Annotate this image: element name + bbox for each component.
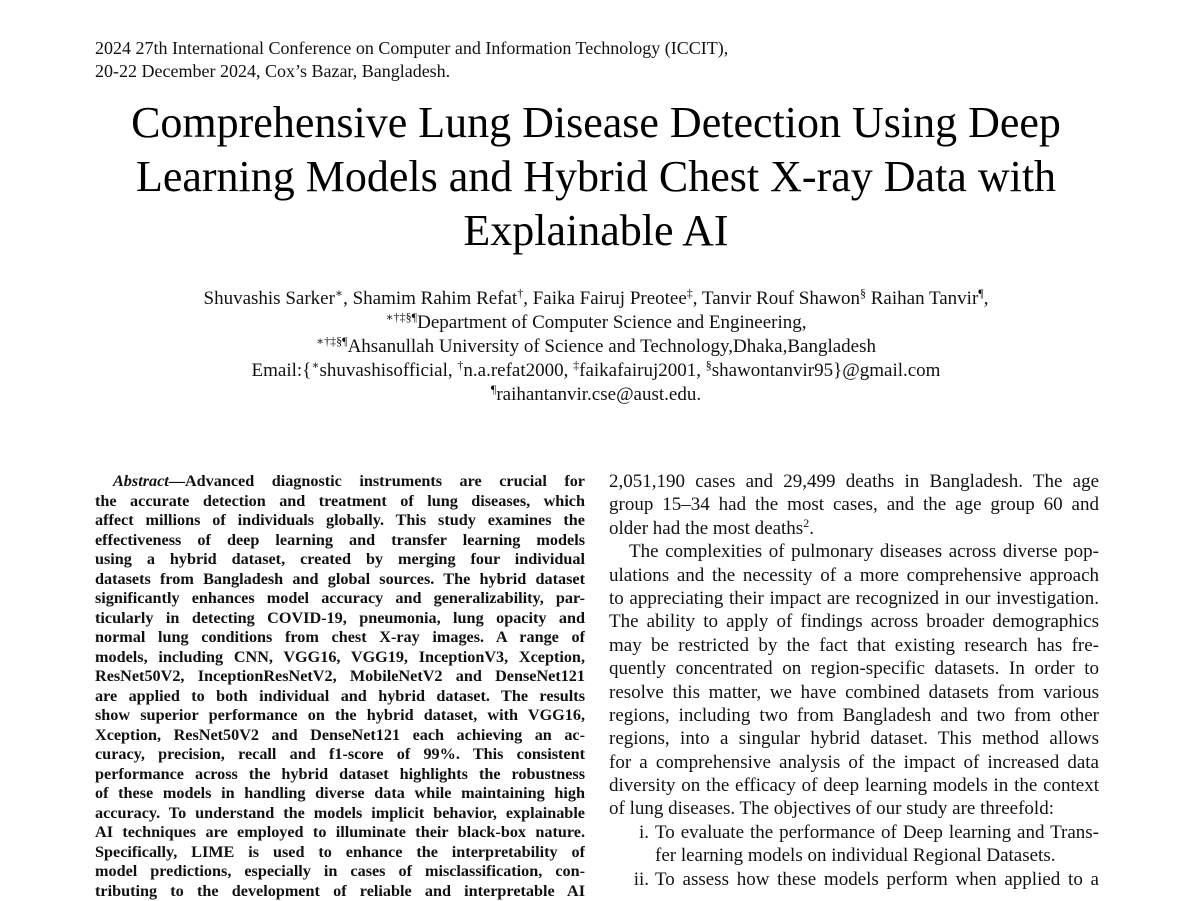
paragraph-line	[609, 517, 1099, 540]
affiliation-university	[60, 335, 1132, 359]
abstract	[95, 472, 585, 901]
objective-text	[655, 868, 1099, 891]
email-4: shawontanvir95}@gmail.com	[712, 360, 941, 381]
paragraph-line: The ability to apply of findings across broader demographics	[609, 610, 1099, 633]
email-5-mark: ¶	[491, 382, 496, 396]
abstract-line: AI techniques are employed to illuminate their black-box nature.	[95, 823, 585, 843]
objective-number: i.	[609, 821, 655, 868]
email-line	[60, 359, 1132, 383]
email-3: faikafairuj2001,	[579, 360, 706, 381]
paragraph-line: to appreciating their impact are recognized in our investigation.	[609, 587, 1099, 610]
abstract-line: model predictions, especially in cases of misclassification, con-	[95, 862, 585, 882]
abstract-line: performance across the hybrid dataset highlights the robustness	[95, 765, 585, 785]
title-line-1: Comprehensive Lung Disease Detection Using Deep	[80, 96, 1112, 150]
author-4: , Tanvir Rouf Shawon	[693, 288, 860, 309]
email-2: n.a.refat2000,	[463, 360, 573, 381]
affiliation-2-text: Ahsanullah University of Science and Technology,Dhaka,Bangladesh	[348, 336, 876, 357]
objective-line: fer learning models on individual Regional Datasets.	[655, 844, 1099, 867]
author-3-mark: ‡	[687, 286, 693, 300]
paragraph-line: regions, including two from Bangladesh and two from other	[609, 704, 1099, 727]
abstract-line: datasets from Bangladesh and global sources. The hybrid dataset	[95, 570, 585, 590]
abstract-line: affect millions of individuals globally. This study examines the	[95, 511, 585, 531]
author-1: Shuvashis Sarker	[204, 288, 335, 309]
abstract-line: the accurate detection and treatment of lung diseases, which	[95, 492, 585, 512]
email-5: raihantanvir.cse@aust.edu.	[496, 384, 701, 405]
objective-item	[609, 821, 1099, 868]
email-prefix: Email:{	[252, 360, 312, 381]
abstract-heading: Abstract	[113, 472, 169, 490]
paragraph-line: 2,051,190 cases and 29,499 deaths in Bangladesh. The age	[609, 470, 1099, 493]
paragraph-line: The complexities of pulmonary diseases across diverse pop-	[609, 540, 1099, 563]
paragraph-line: for a comprehensive analysis of the impact of increased data	[609, 751, 1099, 774]
abstract-line: ResNet50V2, InceptionResNetV2, MobileNetV2 and DenseNet121	[95, 667, 585, 687]
conference-line-2: 20-22 December 2024, Cox’s Bazar, Bangladesh.	[95, 60, 728, 83]
body-text	[609, 470, 1099, 891]
abstract-line: curacy, precision, recall and f1-score of 99%. This consistent	[95, 745, 585, 765]
conference-info	[95, 37, 728, 83]
title-line-2: Learning Models and Hybrid Chest X-ray Data with	[80, 150, 1112, 204]
abstract-line: accuracy. To understand the models implicit behavior, explainable	[95, 804, 585, 824]
email-1: shuvashisofficial,	[319, 360, 457, 381]
email-2-mark: †	[457, 358, 463, 372]
title-line-3: Explainable AI	[80, 204, 1112, 258]
paragraph-line: diversity on the efficacy of deep learning models in the context	[609, 774, 1099, 797]
author-2: , Shamim Rahim Refat	[343, 288, 517, 309]
affiliation-1-marks: ∗†‡§¶	[386, 310, 418, 324]
paragraph-line: resolve this matter, we have combined datasets from various	[609, 681, 1099, 704]
email-line-2	[60, 383, 1132, 407]
paragraph-line: may be restricted by the fact that existing research has fre-	[609, 634, 1099, 657]
author-3: , Faika Fairuj Preotee	[523, 288, 687, 309]
paper-title	[80, 96, 1112, 258]
abstract-line: significantly enhances model accuracy and generalizability, par-	[95, 589, 585, 609]
paragraph-line: regions, into a singular hybrid dataset. This method allows	[609, 727, 1099, 750]
email-1-mark: ∗	[311, 358, 319, 372]
objective-number: ii.	[609, 868, 655, 891]
abstract-line: tributing to the development of reliable and interpretable AI	[95, 882, 585, 901]
author-2-mark: †	[517, 286, 523, 300]
abstract-line: normal lung conditions from chest X-ray images. A range of	[95, 628, 585, 648]
author-list-end: ,	[984, 288, 989, 309]
author-1-mark: ∗	[335, 286, 343, 300]
email-4-mark: §	[706, 358, 712, 372]
paragraph-line-text: older had the most deaths	[609, 518, 803, 539]
affiliation-2-marks: ∗†‡§¶	[316, 334, 348, 348]
abstract-line: Specifically, LIME is used to enhance the interpretability of	[95, 843, 585, 863]
abstract-line: Xception, ResNet50V2 and DenseNet121 each achieving an ac-	[95, 726, 585, 746]
affiliation-department	[60, 311, 1132, 335]
abstract-line: effectiveness of deep learning and transfer learning models	[95, 531, 585, 551]
footnote-mark: 2	[803, 517, 809, 530]
abstract-line	[95, 472, 585, 492]
abstract-line: using a hybrid dataset, created by merging four individual	[95, 550, 585, 570]
abstract-line: of these models in handling diverse data while maintaining high	[95, 784, 585, 804]
paragraph-line: of lung diseases. The objectives of our study are threefold:	[609, 797, 1099, 820]
objective-line: To evaluate the performance of Deep learning and Trans-	[655, 821, 1099, 844]
objective-text	[655, 821, 1099, 868]
author-4-mark: §	[860, 286, 866, 300]
author-block	[60, 287, 1132, 407]
paragraph-line-end: .	[809, 518, 814, 539]
author-5: Raihan Tanvir	[866, 288, 978, 309]
abstract-line: ticularly in detecting COVID-19, pneumonia, lung opacity and	[95, 609, 585, 629]
objective-item	[609, 868, 1099, 891]
affiliation-1-text: Department of Computer Science and Engineering,	[417, 312, 806, 333]
abstract-line-text: —Advanced diagnostic instruments are crucial for	[169, 472, 585, 490]
paragraph-line: ulations and the necessity of a more comprehensive approach	[609, 564, 1099, 587]
abstract-line: models, including CNN, VGG16, VGG19, InceptionV3, Xception,	[95, 648, 585, 668]
email-3-mark: ‡	[573, 358, 579, 372]
paragraph-line: group 15–34 had the most cases, and the age group 60 and	[609, 493, 1099, 516]
abstract-line: are applied to both individual and hybrid dataset. The results	[95, 687, 585, 707]
abstract-line: show superior performance on the hybrid dataset, with VGG16,	[95, 706, 585, 726]
conference-line-1: 2024 27th International Conference on Computer and Information Technology (ICCIT),	[95, 37, 728, 60]
author-list	[60, 287, 1132, 311]
author-5-mark: ¶	[978, 286, 983, 300]
paragraph-line: quently concentrated on region-specific datasets. In order to	[609, 657, 1099, 680]
objective-line: To assess how these models perform when applied to a	[655, 868, 1099, 891]
